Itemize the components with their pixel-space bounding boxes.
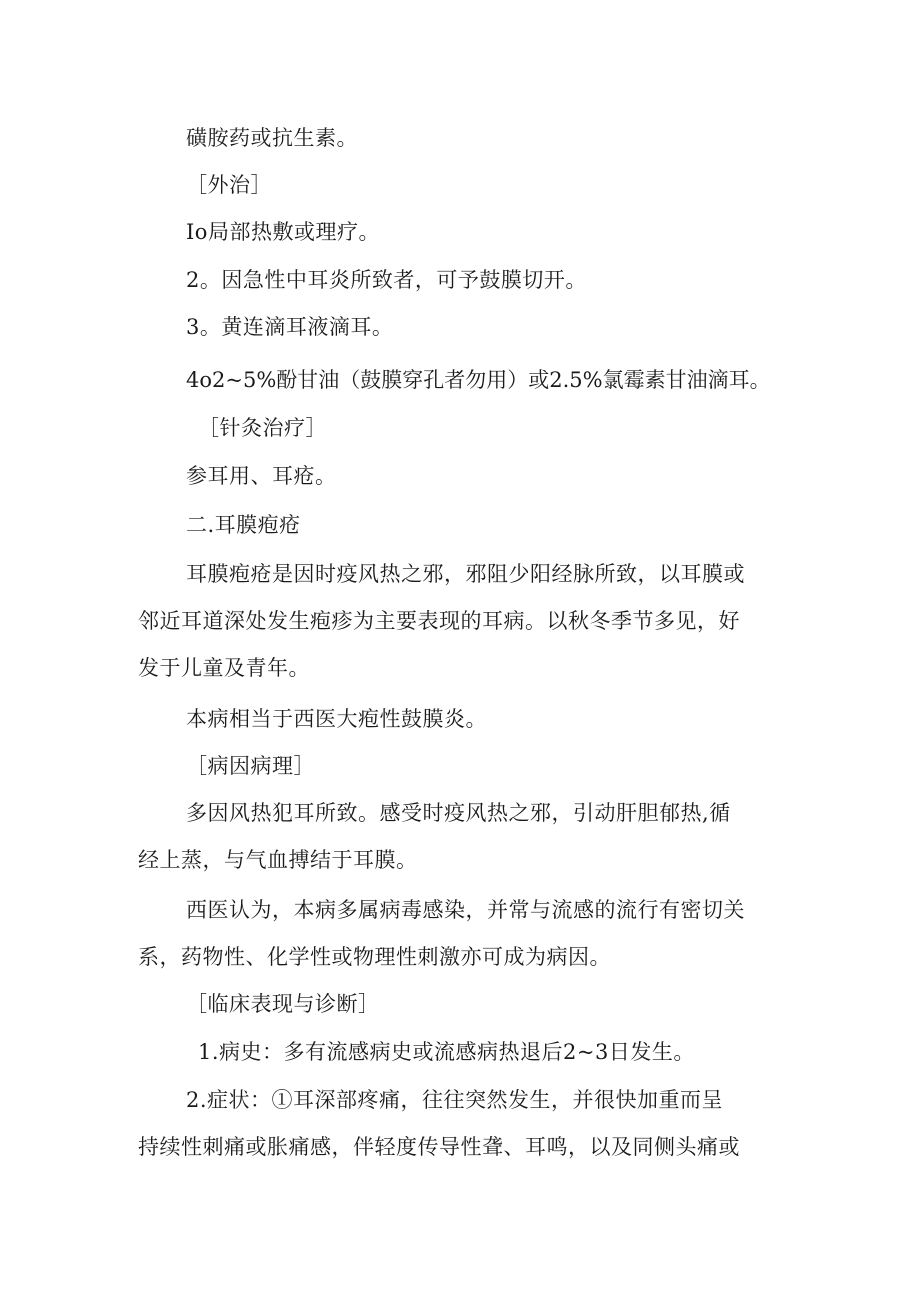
paragraph-line: 系，药物性、化学性或物理性刺激亦可成为病因。	[138, 945, 611, 969]
chapter-heading: 二.耳膜疱疮	[186, 513, 301, 537]
paragraph-line: 西医认为，本病多属病毒感染，并常与流感的流行有密切关	[186, 898, 745, 922]
section-heading-clinical: ［临床表现与诊断］	[186, 992, 380, 1016]
text-line: 参耳用、耳疮。	[186, 464, 337, 488]
list-item: 2。因急性中耳炎所致者，可予鼓膜切开。	[186, 268, 587, 292]
section-heading-external-treatment: ［外治］	[186, 173, 272, 197]
list-item: 2.症状：①耳深部疼痛，往往突然发生，并很快加重而呈	[186, 1088, 724, 1112]
list-item: Io局部热敷或理疗。	[186, 220, 380, 244]
paragraph-line: 持续性刺痛或胀痛感，伴轻度传导性聋、耳鸣，以及同侧头痛或	[138, 1135, 740, 1159]
paragraph-line: 耳膜疱疮是因时疫风热之邪，邪阻少阳经脉所致，以耳膜或	[186, 562, 745, 586]
paragraph-line: 多因风热犯耳所致。感受时疫风热之邪，引动肝胆郁热,循	[186, 801, 731, 825]
list-item: 3。黄连滴耳液滴耳。	[186, 315, 394, 339]
text-line: 磺胺药或抗生素。	[186, 126, 358, 150]
paragraph-line: 发于儿童及青年。	[138, 656, 310, 680]
paragraph-line: 本病相当于西医大疱性鼓膜炎。	[186, 707, 487, 731]
paragraph-line: 邻近耳道深处发生疱疹为主要表现的耳病。以秋冬季节多见，好	[138, 609, 740, 633]
section-heading-acupuncture: ［针灸治疗］	[198, 416, 327, 440]
list-item: 1.病史：多有流感病史或流感病热退后2~3日发生。	[198, 1040, 695, 1064]
section-heading-etiology: ［病因病理］	[186, 754, 315, 778]
paragraph-line: 经上蒸，与气血搏结于耳膜。	[138, 848, 418, 872]
list-item: 4o2~5%酚甘油（鼓膜穿孔者勿用）或2.5%氯霉素甘油滴耳。	[186, 368, 771, 392]
